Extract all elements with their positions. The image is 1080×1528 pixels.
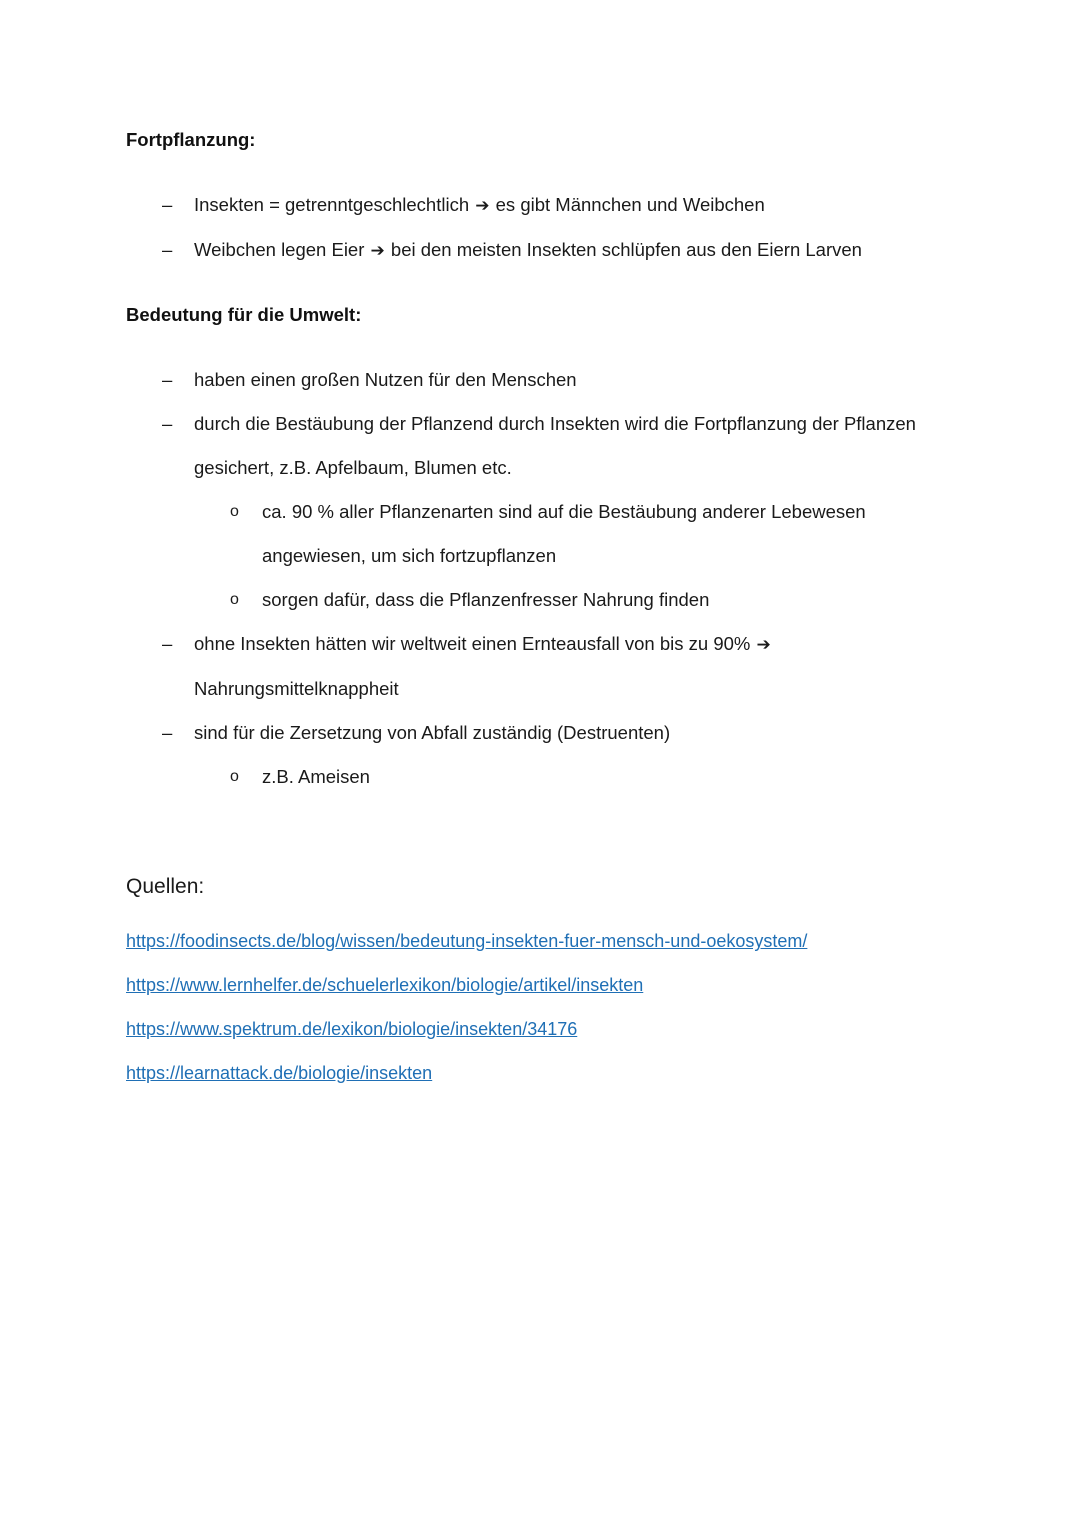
dash-marker: – bbox=[162, 722, 173, 744]
sub-list-item bbox=[126, 755, 956, 799]
list-item-text-part: es gibt Männchen und Weibchen bbox=[490, 194, 765, 216]
spacer bbox=[126, 327, 956, 358]
sub-list-item bbox=[126, 578, 956, 622]
list-bedeutung bbox=[126, 358, 956, 799]
list-item-text-part: Weibchen legen Eier bbox=[194, 239, 370, 261]
spacer bbox=[126, 799, 956, 873]
list-item bbox=[126, 1008, 956, 1052]
spacer bbox=[126, 900, 956, 920]
list-item-text: haben einen großen Nutzen für den Menschen bbox=[194, 369, 577, 391]
sub-list-item-text: ca. 90 % aller Pflanzenarten sind auf die Bestäubung anderer Lebewesen angewiesen, um sich fortzupflanzen bbox=[262, 501, 866, 567]
source-link[interactable]: https://learnattack.de/biologie/insekten bbox=[126, 1063, 433, 1084]
source-link[interactable]: https://www.spektrum.de/lexikon/biologie/insekten/34176 bbox=[126, 1019, 578, 1040]
dash-marker: – bbox=[162, 413, 173, 435]
list-item bbox=[126, 622, 956, 711]
arrow-icon: ➔ bbox=[370, 241, 385, 262]
list-item bbox=[126, 183, 956, 228]
source-link[interactable]: https://www.lernhelfer.de/schuelerlexikon/biologie/artikel/insekten bbox=[126, 975, 644, 996]
sub-list-item-text: z.B. Ameisen bbox=[262, 766, 370, 788]
arrow-icon: ➔ bbox=[475, 196, 490, 217]
circle-marker: o bbox=[230, 503, 239, 521]
list-item-text-part: Insekten = getrenntgeschlechtlich bbox=[194, 194, 475, 216]
list-item bbox=[126, 1052, 956, 1096]
dash-marker: – bbox=[162, 194, 173, 216]
circle-marker: o bbox=[230, 591, 239, 609]
sources-list bbox=[126, 920, 956, 1096]
source-link[interactable]: https://foodinsects.de/blog/wissen/bedeutung-insekten-fuer-mensch-und-oekosystem/ bbox=[126, 931, 808, 952]
list-item-text-part: Nahrungsmittelknappheit bbox=[194, 678, 399, 700]
sources-title: Quellen: bbox=[126, 875, 205, 899]
list-item-text: durch die Bestäubung der Pflanzend durch Insekten wird die Fortpflanzung der Pflanzen gesichert, z.B. Apfelbaum, Blumen etc. bbox=[194, 413, 916, 479]
list-item bbox=[126, 228, 956, 273]
list-item bbox=[126, 358, 956, 402]
list-item bbox=[126, 920, 956, 964]
arrow-icon: ➔ bbox=[756, 635, 771, 656]
spacer bbox=[126, 273, 956, 303]
dash-marker: – bbox=[162, 369, 173, 391]
document-content bbox=[126, 128, 956, 1096]
circle-marker: o bbox=[230, 768, 239, 786]
list-item bbox=[126, 964, 956, 1008]
list-fortpflanzung bbox=[126, 183, 956, 273]
section-heading-bedeutung: Bedeutung für die Umwelt: bbox=[126, 304, 362, 326]
list-item bbox=[126, 402, 956, 490]
list-item-text: sind für die Zersetzung von Abfall zuständig (Destruenten) bbox=[194, 722, 671, 744]
list-item-text-part: ohne Insekten hätten wir weltweit einen Ernteausfall von bis zu 90% bbox=[194, 633, 756, 655]
dash-marker: – bbox=[162, 633, 173, 655]
list-item-text-part: bei den meisten Insekten schlüpfen aus den Eiern Larven bbox=[385, 239, 862, 261]
sub-list-item-text: sorgen dafür, dass die Pflanzenfresser Nahrung finden bbox=[262, 589, 710, 611]
list-item bbox=[126, 711, 956, 755]
spacer bbox=[126, 152, 956, 183]
section-heading-fortpflanzung: Fortpflanzung: bbox=[126, 129, 256, 150]
sub-list-item bbox=[126, 490, 956, 578]
dash-marker: – bbox=[162, 239, 173, 261]
